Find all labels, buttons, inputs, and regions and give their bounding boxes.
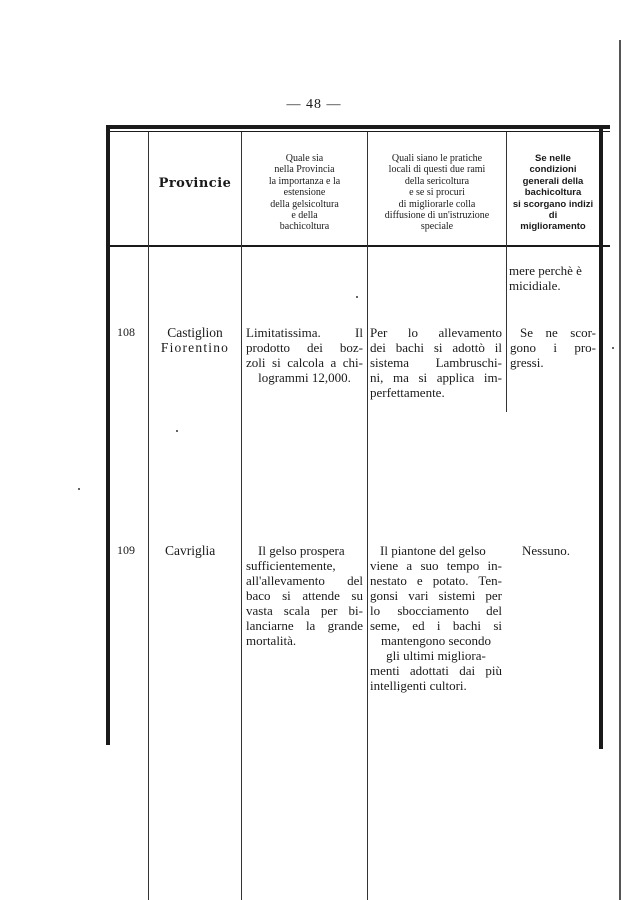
province-name (151, 325, 239, 355)
header-col-importance (243, 153, 366, 233)
text-line: micidiale. (509, 278, 561, 293)
header-line: di (548, 210, 558, 222)
header-line: generali della (522, 175, 584, 187)
text-line: gonsi vari sistemi per (370, 588, 502, 603)
scan-speck (78, 488, 80, 490)
scan-speck (356, 296, 358, 298)
header-line: la importanza e la (268, 175, 341, 187)
text-line: Se ne scor- (520, 325, 596, 340)
column-divider-importance (367, 132, 368, 900)
text-line: Limitatissima. Il (246, 325, 363, 340)
text-line: baco si attende su (246, 588, 363, 603)
text-line: sistema Lambruschi- (370, 355, 502, 370)
text-line: gli ultimi migliora- (386, 648, 486, 663)
table-top-rule-thin (106, 131, 610, 132)
text-line: dei bachi si adottò il (370, 340, 502, 355)
text-line: Per lo allevamento (370, 325, 502, 340)
text-line: nestato e potato. Ten- (370, 573, 502, 588)
header-line: bachicoltura (524, 187, 582, 199)
column-divider-number (148, 132, 149, 900)
header-line: diffusione di un'istruzione (384, 210, 490, 222)
importance-cell (246, 325, 363, 385)
text-line: Cavriglia (165, 543, 216, 558)
province-name (151, 543, 239, 558)
practices-cell (370, 543, 502, 693)
text-line: lo sbocciamento del (370, 603, 502, 618)
improvement-cell (510, 325, 596, 370)
text-line: gressi. (510, 355, 544, 370)
column-divider-province (241, 132, 242, 900)
text-line: logrammi 12,000. (258, 370, 351, 385)
practices-cell (370, 325, 502, 400)
text-line: gono i pro- (510, 340, 596, 355)
scan-speck (612, 347, 614, 349)
header-line: Se nelle (535, 153, 571, 164)
header-col-practices (368, 153, 506, 233)
text-line: Fiorentino (160, 340, 230, 355)
table-right-border (599, 129, 603, 749)
text-line: mere perchè è (509, 263, 582, 278)
header-line: speciale (420, 221, 454, 233)
header-col-improvement (507, 153, 599, 233)
text-line: intelligenti cultori. (370, 678, 467, 693)
header-line: bachicoltura (279, 221, 330, 233)
table-top-rule-thick (106, 125, 610, 129)
header-line: nella Provincia (274, 164, 335, 176)
text-line: ni, ma si applica im- (370, 370, 502, 385)
header-line: locali di questi due rami (388, 164, 486, 176)
table-left-border (106, 125, 110, 745)
text-line: Il piantone del gelso (380, 543, 486, 558)
text-line: zoli si calcola a chi- (246, 355, 363, 370)
header-line: di migliorarle colla (398, 198, 476, 210)
header-line: e della (291, 210, 318, 222)
row-number: 109 (117, 543, 135, 557)
header-bottom-rule (106, 245, 610, 247)
text-line: sufficientemente, (246, 558, 336, 573)
text-line: prodotto dei boz- (246, 340, 363, 355)
header-line: della gelsicoltura (270, 198, 339, 210)
page-number: — 48 — (286, 97, 342, 112)
header-provincie: Provincie (158, 176, 232, 191)
text-line: Nessuno. (522, 543, 571, 558)
header-line: della sericoltura (404, 175, 470, 187)
text-line: menti adottati dai più (370, 663, 502, 678)
text-line: lanciarne la grande (246, 618, 363, 633)
improvement-cell (510, 543, 596, 558)
importance-cell (246, 543, 363, 648)
text-line: viene a suo tempo in- (370, 558, 502, 573)
header-line: estensione (283, 187, 326, 199)
text-line: perfettamente. (370, 385, 445, 400)
header-line: si scorgano indizi (512, 198, 594, 210)
text-line: mantengono secondo (380, 633, 492, 648)
text-line: seme, ed i bachi si (370, 618, 502, 633)
header-line: miglioramento (520, 221, 586, 233)
text-line: Castiglion (167, 325, 223, 340)
text-line: mortalità. (246, 633, 297, 648)
header-line: Quali siano le pratiche (391, 153, 483, 164)
scan-speck (176, 430, 178, 432)
text-line: all'allevamento del (246, 573, 363, 588)
text-line: vasta scala per bi- (246, 603, 363, 618)
text-line: Il gelso prospera (258, 543, 345, 558)
page-edge-line (619, 40, 621, 900)
header-line: Quale sia (285, 153, 324, 164)
continuation-text (509, 263, 597, 293)
header-line: condizioni (529, 164, 577, 176)
row-number: 108 (117, 325, 135, 339)
header-line: e se si procuri (409, 187, 465, 199)
